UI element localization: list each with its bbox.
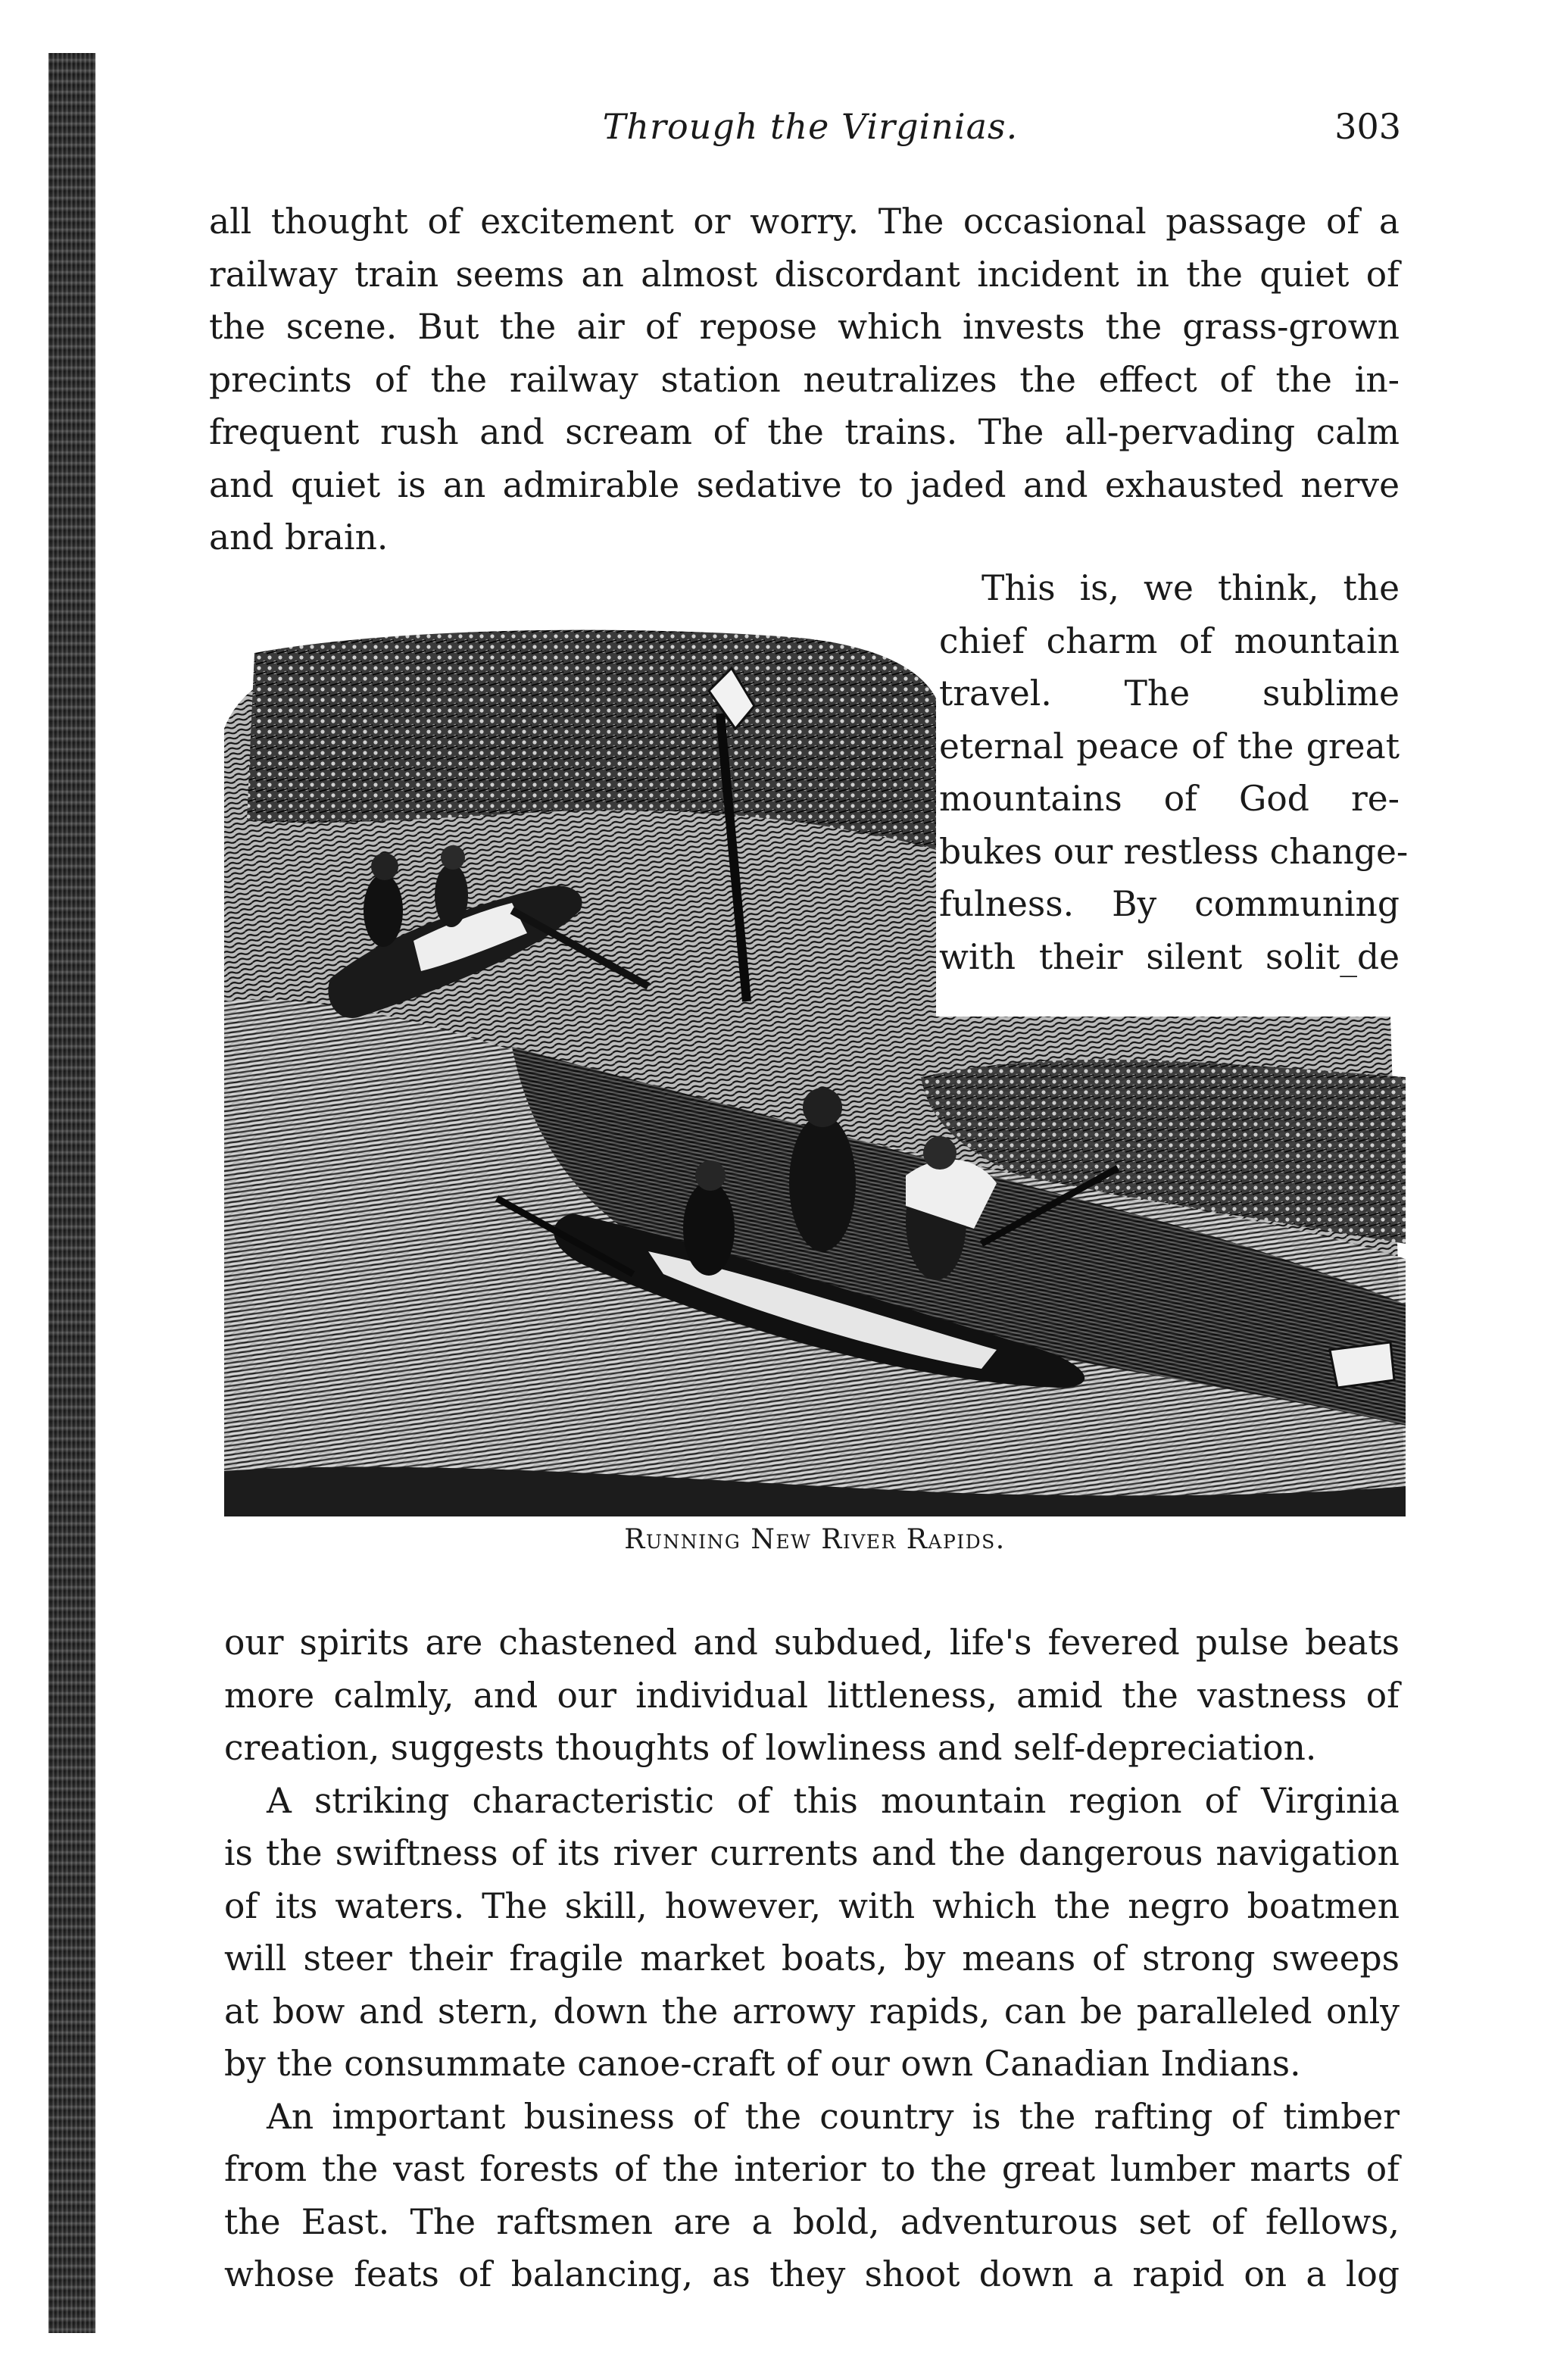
engraving-image xyxy=(224,623,1409,1516)
running-title: Through the Virginias. xyxy=(602,106,1019,147)
text-line: This is, we think, the xyxy=(981,568,1400,608)
running-head xyxy=(220,106,1401,167)
text-line: travel. The sublime xyxy=(939,673,1400,714)
river-rapids-engraving xyxy=(224,623,1409,1516)
text-line: the East. The raftsmen are a bold, adventurous set of fellows, xyxy=(224,2201,1400,2242)
text-line: our spirits are chastened and subdued, life's fevered pulse beats xyxy=(224,1623,1400,1663)
text-line: and quiet is an admirable sedative to jaded and exhausted nerve xyxy=(209,464,1400,505)
text-line: chief charm of mountain xyxy=(939,620,1400,661)
text-line: A striking characteristic of this mountain region of Virginia xyxy=(267,1780,1400,1821)
text-line: fulness. By communing xyxy=(939,884,1400,924)
text-line: the scene. But the air of repose which invests the grass-grown xyxy=(209,307,1400,347)
text-line: An important business of the country is the rafting of timber xyxy=(267,2096,1400,2137)
paragraph-1 xyxy=(209,195,1400,564)
text-line: by the consummate canoe-craft of our own Canadian Indians. xyxy=(224,2044,1301,2084)
text-line: with their silent solit_de xyxy=(939,936,1400,977)
illustration-caption: Running New River Rapids. xyxy=(624,1524,1006,1555)
text-line: is the swiftness of its river currents and the dangerous navigation xyxy=(224,1833,1400,1873)
text-line: whose feats of balancing, as they shoot down a rapid on a log xyxy=(224,2254,1400,2294)
text-line: railway train seems an almost discordant incident in the quiet of xyxy=(209,254,1400,295)
book-binding-edge xyxy=(48,53,95,2333)
text-line: of its waters. The skill, however, with which the negro boatmen xyxy=(224,1885,1400,1926)
text-line: eternal peace of the great xyxy=(939,726,1400,767)
text-line: from the vast forests of the interior to the great lumber marts of xyxy=(224,2149,1400,2189)
text-line: will steer their fragile market boats, by means of strong sweeps xyxy=(224,1938,1400,1979)
paragraphs-after-illustration xyxy=(224,1616,1400,2301)
page-number: 303 xyxy=(1334,106,1401,147)
text-line: all thought of excitement or worry. The occasional passage of a xyxy=(209,201,1400,242)
text-line: bukes our restless change- xyxy=(939,831,1409,872)
text-line: precints of the railway station neutralizes the effect of the in- xyxy=(209,359,1400,400)
text-line: and brain. xyxy=(209,517,389,558)
text-line: frequent rush and scream of the trains. The all-pervading calm xyxy=(209,412,1400,452)
text-line: mountains of God re- xyxy=(939,779,1400,819)
text-line: at bow and stern, down the arrowy rapids, can be paralleled only xyxy=(224,1991,1400,2032)
text-line: creation, suggests thoughts of lowliness and self-depreciation. xyxy=(224,1728,1317,1768)
text-line: more calmly, and our individual littleness, amid the vastness of xyxy=(224,1675,1400,1716)
